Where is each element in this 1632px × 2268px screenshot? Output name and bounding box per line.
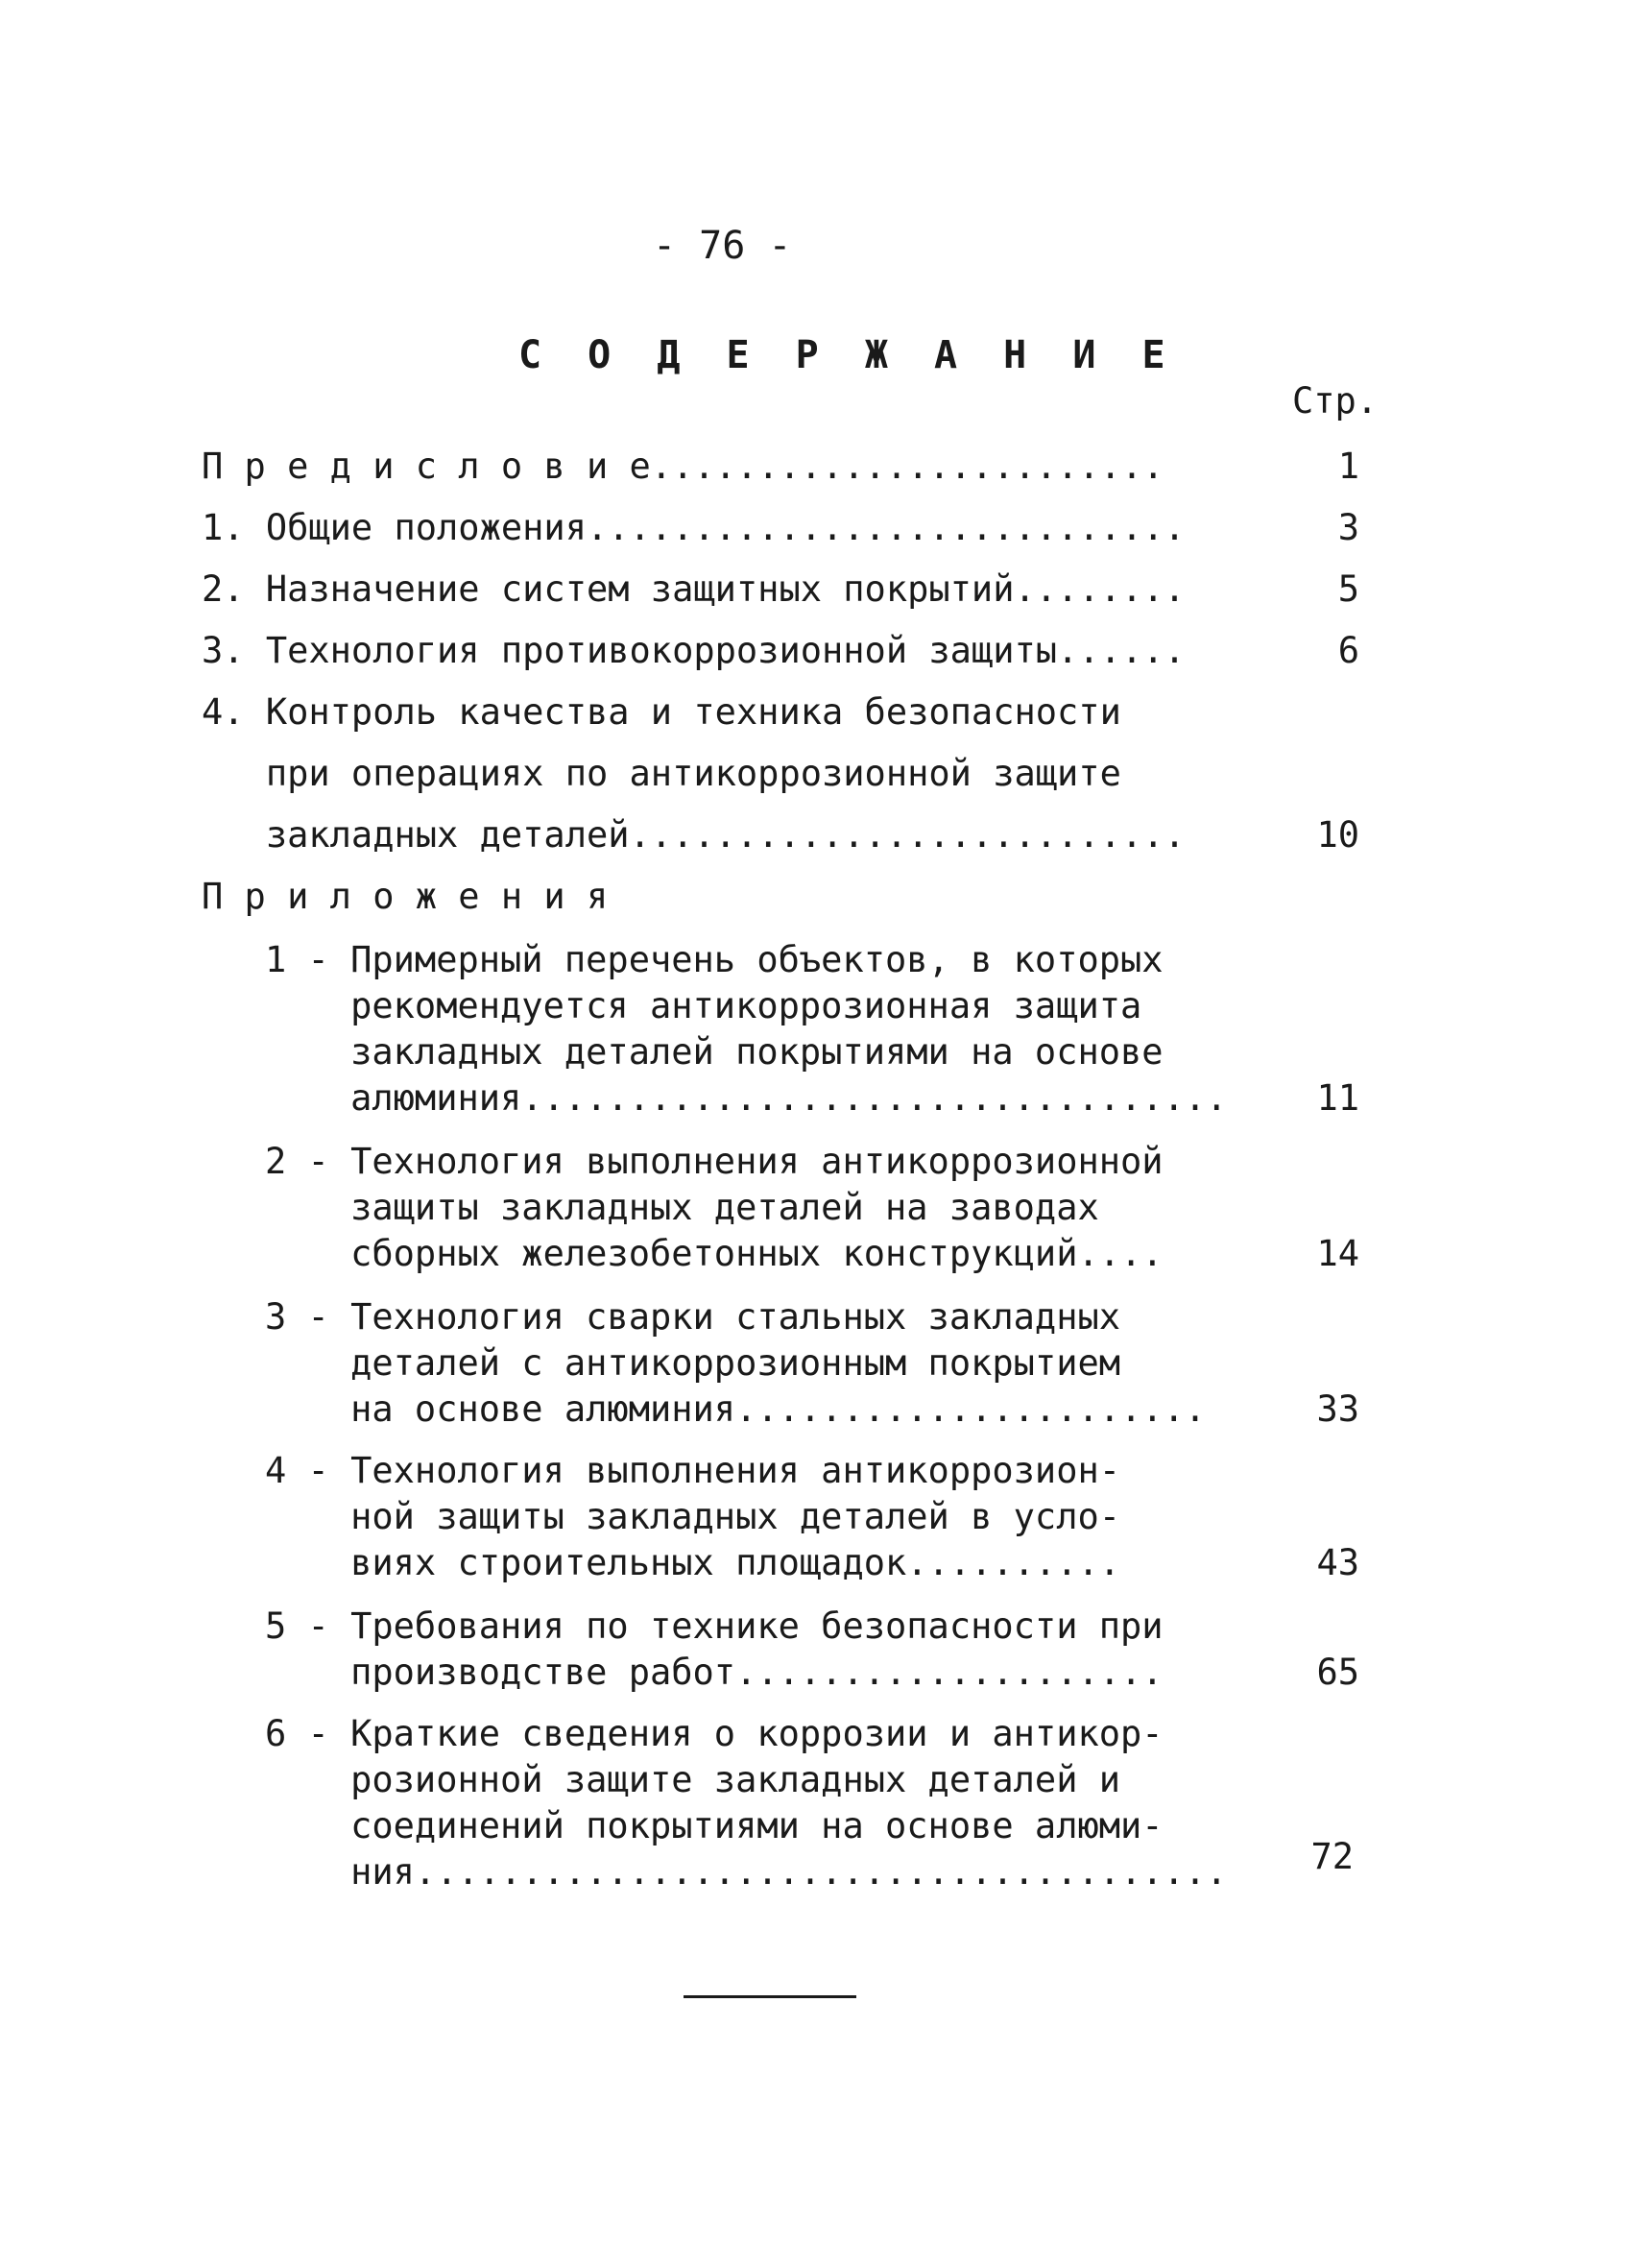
appendix-heading: П р и л о ж е н и я	[202, 876, 609, 917]
appendix-4-line-1: 4 - Технология выполнения антикоррозион-	[265, 1450, 1121, 1491]
appendix-4-line-3: виях строительных площадок..........	[265, 1542, 1121, 1583]
appendix-5-line-2: производстве работ....................	[265, 1652, 1164, 1693]
toc-page-2: 5	[1337, 568, 1359, 610]
appendix-6-line-1: 6 - Краткие сведения о коррозии и антикор-	[265, 1713, 1164, 1754]
closing-divider	[684, 1995, 856, 1998]
appendix-4-page: 43	[1316, 1542, 1359, 1583]
appendix-2-line-3: сборных железобетонных конструкций....	[265, 1233, 1164, 1274]
appendix-3-line-2: деталей с антикоррозионным покрытием	[265, 1342, 1121, 1384]
toc-entry-4-line-2: при операциях по антикоррозионной защите	[202, 753, 1121, 794]
appendix-6-page: 72	[1310, 1836, 1354, 1877]
appendix-4-line-2: ной защиты закладных деталей в усло-	[265, 1496, 1121, 1537]
appendix-6-line-2: розионной защите закладных деталей и	[265, 1759, 1121, 1800]
appendix-2-line-2: защиты закладных деталей на заводах	[265, 1187, 1099, 1228]
appendix-1-line-4: алюминия.................................	[265, 1077, 1228, 1119]
toc-page-4: 10	[1316, 814, 1359, 856]
appendix-1-line-1: 1 - Примерный перечень объектов, в которых	[265, 939, 1164, 980]
appendix-2-page: 14	[1316, 1233, 1359, 1274]
appendix-3-line-1: 3 - Технология сварки стальных закладных	[265, 1296, 1121, 1338]
toc-page-3: 6	[1337, 630, 1359, 671]
appendix-6-line-4: ния......................................	[265, 1851, 1228, 1893]
appendix-1-page: 11	[1316, 1077, 1359, 1119]
toc-entry-1: 1. Общие положения............................	[202, 507, 1186, 548]
appendix-2-line-1: 2 - Технология выполнения антикоррозионной	[265, 1141, 1164, 1182]
appendix-6-line-3: соединений покрытиями на основе алюми-	[265, 1805, 1164, 1846]
appendix-1-line-3: закладных деталей покрытиями на основе	[265, 1031, 1164, 1073]
appendix-3-line-3: на основе алюминия......................	[265, 1388, 1207, 1430]
appendix-5-line-1: 5 - Требования по технике безопасности при	[265, 1605, 1164, 1647]
page-column-header: Стр.	[1292, 380, 1379, 422]
appendix-5-page: 65	[1316, 1652, 1359, 1693]
toc-entry-preface: П р е д и с л о в и е........................	[202, 446, 1164, 487]
page-number: - 76 -	[653, 224, 792, 268]
toc-page-1: 3	[1337, 507, 1359, 548]
appendix-1-line-2: рекомендуется антикоррозионная защита	[265, 985, 1142, 1026]
toc-page-preface: 1	[1337, 446, 1359, 487]
toc-entry-3: 3. Технология противокоррозионной защиты......	[202, 630, 1186, 671]
toc-entry-2: 2. Назначение систем защитных покрытий........	[202, 568, 1186, 610]
toc-entry-4-line-3: закладных деталей..........................	[202, 814, 1186, 856]
page-title: С О Д Е Р Ж А Н И Е	[518, 333, 1177, 377]
appendix-3-page: 33	[1316, 1388, 1359, 1430]
toc-entry-4-line-1: 4. Контроль качества и техника безопасности	[202, 691, 1121, 733]
